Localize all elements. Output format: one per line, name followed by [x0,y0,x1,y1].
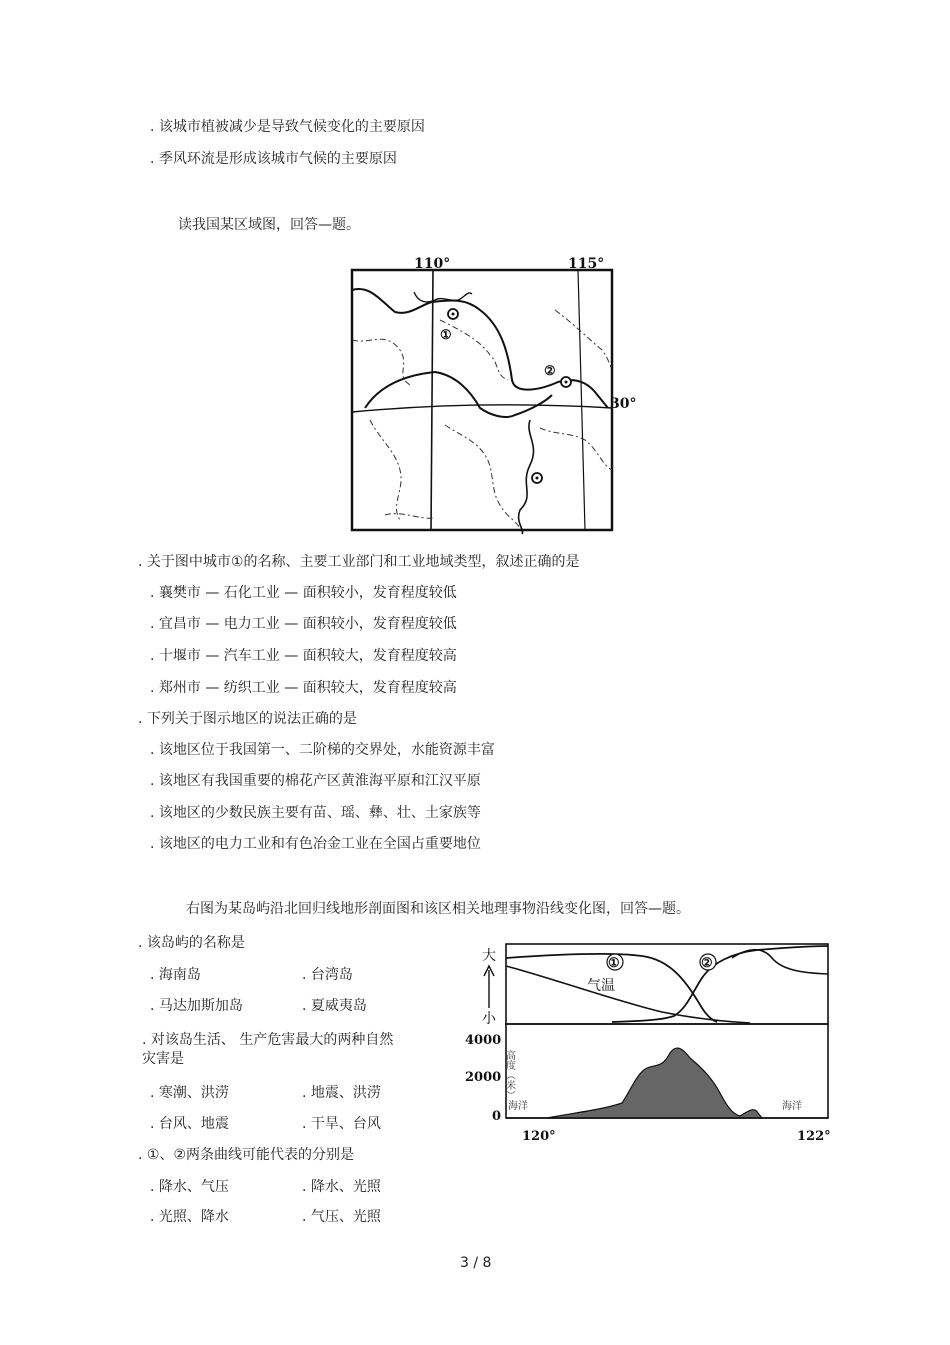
question-5-option-b: . 降水、光照 [302,1179,381,1195]
axis-label-small: 小 [482,1011,496,1027]
question-2-option-c: . 该地区的少数民族主要有苗、瑶、彝、壮、土家族等 [150,805,481,821]
question-4-option-c: . 台风、地震 [150,1116,229,1132]
curve-1-label: ① [608,956,620,971]
question-intro: 右图为某岛屿沿北回归线地形剖面图和该区相关地理事物沿线变化图，回答—题。 [186,901,690,917]
curve-2 [612,946,828,1022]
question-2: . 下列关于图示地区的说法正确的是 [138,711,357,727]
question-5: . ①、②两条曲线可能代表的分别是 [138,1147,355,1163]
y-tick-4000: 4000 [465,1033,502,1048]
meridian-115 [578,270,585,530]
sea-left-label: 海洋 [508,1101,528,1112]
latitude-label-30: 30° [610,396,637,412]
curve-2-label: ② [701,956,713,971]
question-5-option-c: . 光照、降水 [150,1209,229,1225]
question-2-option-a: . 该地区位于我国第一、二阶梯的交界处，水能资源丰富 [150,742,495,758]
city-1-label: ① [440,328,452,343]
question-4-option-d: . 干旱、台风 [302,1116,381,1132]
temperature-curve [506,966,750,1023]
question-3-option-c: . 马达加斯加岛 [150,998,243,1014]
island-profile-figure [462,938,842,1148]
sea-right-label: 海洋 [782,1101,802,1112]
page-number: 3 / 8 [460,1255,492,1271]
question-3-option-a: . 海南岛 [150,967,201,983]
region-map-figure [340,250,640,535]
option-text: . 季风环流是形成该城市气候的主要原因 [150,151,397,167]
y-tick-0: 0 [492,1109,502,1124]
question-1-option-a: . 襄樊市 — 石化工业 — 面积较小，发育程度较低 [150,585,457,601]
option-text: . 该城市植被减少是导致气候变化的主要原因 [150,119,425,135]
question-4-option-b: . 地震、洪涝 [302,1085,381,1101]
question-3-option-d: . 夏威夷岛 [302,998,367,1014]
question-5-option-a: . 降水、气压 [150,1179,229,1195]
x-tick-122: 122° [797,1129,831,1144]
question-4-line-2: 灾害是 [142,1051,184,1067]
y-axis-label: 高度（米） [503,1050,515,1100]
meridian-110 [431,270,433,530]
temperature-label: 气温 [587,978,615,994]
city-2-label: ② [544,364,556,379]
question-intro: 读我国某区域图，回答—题。 [178,217,360,233]
longitude-label-115: 115° [568,256,605,272]
x-tick-120: 120° [522,1129,556,1144]
question-2-option-b: . 该地区有我国重要的棉花产区黄淮海平原和江汉平原 [150,773,481,789]
question-4-line-1: . 对该岛生活、 生产危害最大的两种自然 [142,1032,394,1048]
axis-label-large: 大 [482,948,496,964]
river-main [352,289,608,408]
terrain-profile [547,1048,762,1118]
question-2-option-d: . 该地区的电力工业和有色冶金工业在全国占重要地位 [150,836,481,852]
river-branch [365,372,552,417]
question-4-option-a: . 寒潮、洪涝 [150,1085,229,1101]
question-1: . 关于图中城市①的名称、主要工业部门和工业地域类型，叙述正确的是 [138,554,580,570]
y-tick-2000: 2000 [465,1070,502,1085]
question-1-option-d: . 郑州市 — 纺织工业 — 面积较大，发育程度较高 [150,680,457,696]
curve-right [732,950,828,974]
question-5-option-d: . 气压、光照 [302,1209,381,1225]
longitude-label-110: 110° [414,256,451,272]
question-3-option-b: . 台湾岛 [302,967,353,983]
question-3: . 该岛屿的名称是 [138,935,245,951]
question-1-option-c: . 十堰市 — 汽车工业 — 面积较大，发育程度较高 [150,648,457,664]
question-1-option-b: . 宜昌市 — 电力工业 — 面积较小，发育程度较低 [150,616,457,632]
